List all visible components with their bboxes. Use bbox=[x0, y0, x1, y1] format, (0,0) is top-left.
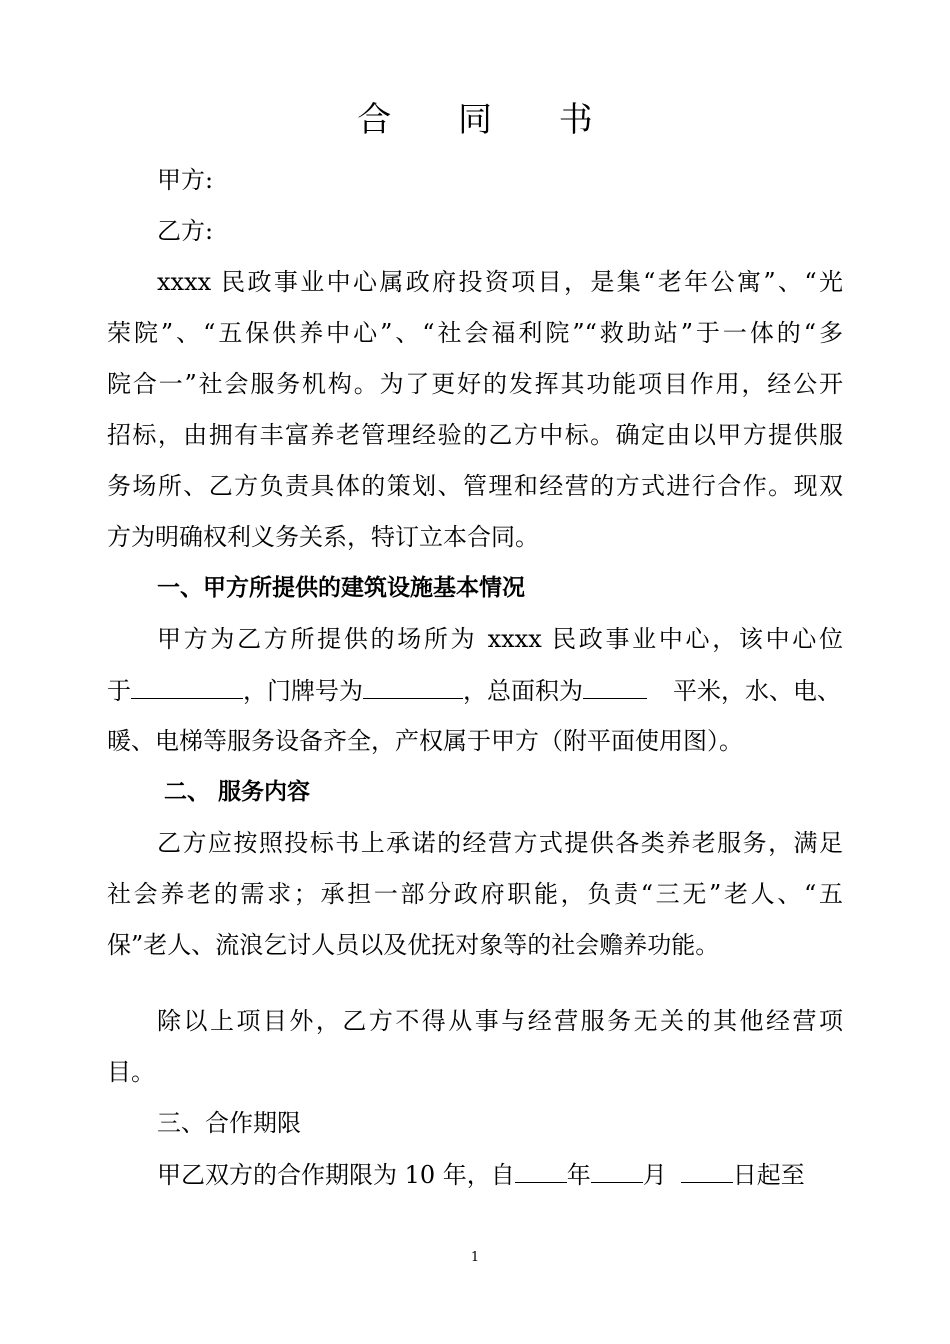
year-label: 年 bbox=[566, 1161, 591, 1189]
intro-line-4: 招标，由拥有丰富养老管理经验的乙方中标。确定由以甲方提供服 bbox=[107, 421, 843, 449]
area-label: ，总面积为 bbox=[463, 677, 583, 705]
area-blank[interactable] bbox=[583, 672, 647, 699]
month-label: 月 bbox=[642, 1161, 667, 1189]
year-blank[interactable] bbox=[515, 1156, 567, 1183]
intro-line-6: 方为明确权利义务关系，特订立本合同。 bbox=[107, 523, 539, 551]
section-2-heading: 二、 服务内容 bbox=[164, 779, 311, 805]
section-2-line-1: 乙方应按照投标书上承诺的经营方式提供各类养老服务，满足 bbox=[157, 829, 843, 857]
page-number: 1 bbox=[470, 1250, 480, 1265]
intro-line-2: 荣院”、“五保供养中心”、“社会福利院”“救助站”于一体的“多 bbox=[107, 319, 843, 347]
document-title: 合 同 书 bbox=[357, 100, 621, 140]
section-2-line-3: 保”老人、流浪乞讨人员以及优抚对象等的社会赡养功能。 bbox=[107, 931, 720, 959]
party-b-label: 乙方: bbox=[157, 217, 214, 245]
section-1-line-3: 暖、电梯等服务设备齐全，产权属于甲方（附平面使用图）。 bbox=[107, 727, 743, 755]
section-3-heading: 三、合作期限 bbox=[157, 1109, 301, 1137]
intro-line-3: 院合一”社会服务机构。为了更好的发挥其功能项目作用，经公开 bbox=[107, 370, 843, 398]
day-text: 日起至 bbox=[732, 1161, 805, 1189]
day-blank[interactable] bbox=[681, 1156, 733, 1183]
section-1-line-2 bbox=[107, 672, 843, 708]
month-blank[interactable] bbox=[591, 1156, 643, 1183]
section-3-line-1 bbox=[107, 1156, 843, 1192]
location-blank[interactable] bbox=[131, 672, 243, 699]
term-text: 甲乙双方的合作期限为 10 年，自 bbox=[157, 1161, 515, 1189]
party-a-label: 甲方: bbox=[157, 166, 214, 194]
house-number-label: ，门牌号为 bbox=[243, 677, 363, 705]
location-prefix: 于 bbox=[107, 677, 131, 705]
section-1-line-1: 甲方为乙方所提供的场所为 xxxx 民政事业中心，该中心位 bbox=[157, 625, 843, 653]
area-unit-text: 平米，水、电、 bbox=[673, 677, 841, 705]
section-2-line-2: 社会养老的需求；承担一部分政府职能，负责“三无”老人、“五 bbox=[107, 880, 843, 908]
intro-line-5: 务场所、乙方负责具体的策划、管理和经营的方式进行合作。现双 bbox=[107, 472, 843, 500]
section-2-line-5: 目。 bbox=[107, 1058, 155, 1086]
section-1-heading: 一、甲方所提供的建筑设施基本情况 bbox=[157, 575, 525, 601]
intro-line-1: xxxx 民政事业中心属政府投资项目，是集“老年公寓”、“光 bbox=[157, 268, 843, 296]
section-2-line-4: 除以上项目外，乙方不得从事与经营服务无关的其他经营项 bbox=[157, 1007, 843, 1035]
house-number-blank[interactable] bbox=[363, 672, 463, 699]
